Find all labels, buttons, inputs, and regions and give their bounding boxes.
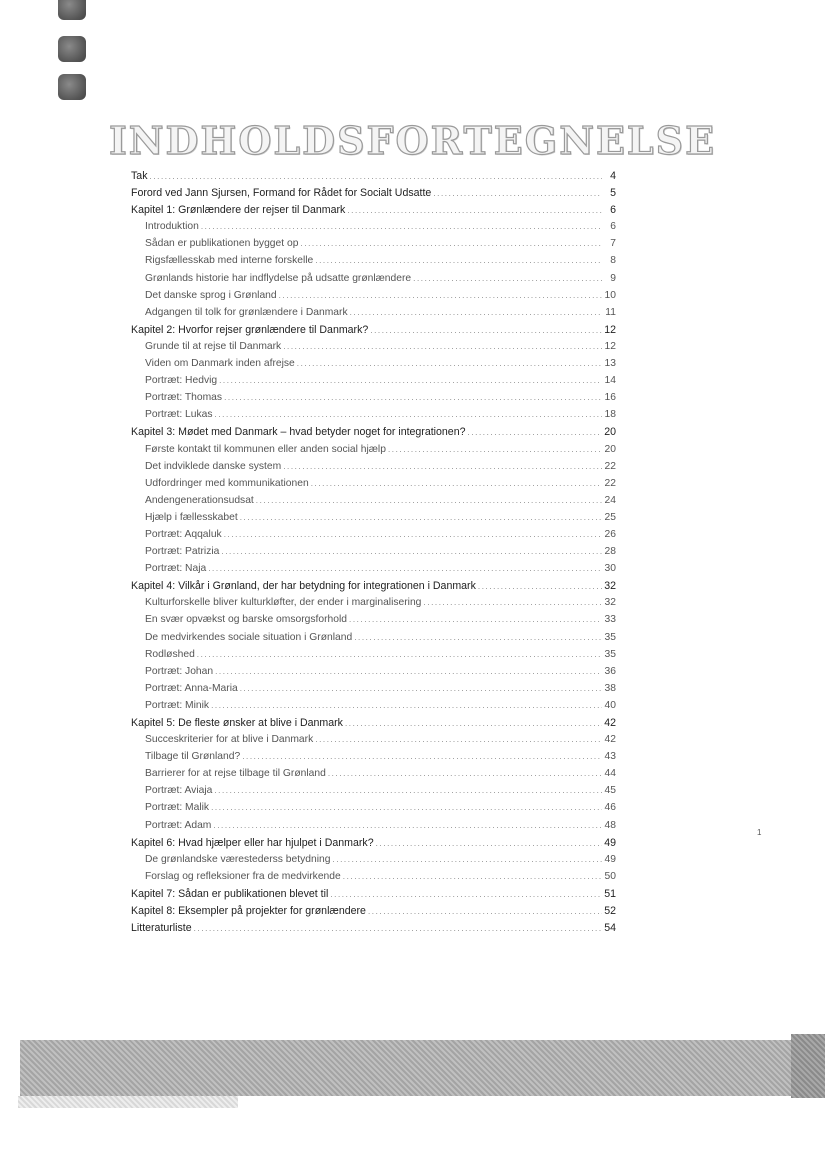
toc-page-number: 16 xyxy=(604,392,616,404)
footer-band-shadow xyxy=(18,1096,238,1108)
toc-section-entry xyxy=(131,529,616,546)
toc-leader-dots xyxy=(150,172,603,181)
toc-entry-title: En svær opvækst og barske omsorgsforhold xyxy=(145,614,348,626)
toc-leader-dots xyxy=(467,428,602,437)
toc-chapter-entry xyxy=(131,426,616,443)
toc-page-number: 10 xyxy=(604,289,616,301)
toc-leader-dots xyxy=(345,719,602,728)
toc-page-number: 36 xyxy=(604,665,616,677)
toc-page-number: 51 xyxy=(604,887,616,900)
toc-page-number: 38 xyxy=(604,682,616,694)
toc-entry-title: Portræt: Hedvig xyxy=(145,375,218,387)
toc-chapter-entry xyxy=(131,905,616,922)
toc-page-number: 45 xyxy=(604,785,616,797)
toc-leader-dots xyxy=(297,359,602,368)
toc-section-entry xyxy=(131,238,616,255)
toc-leader-dots xyxy=(300,239,602,248)
toc-page-number: 6 xyxy=(610,204,616,217)
toc-chapter-entry xyxy=(131,580,616,597)
toc-page-number: 26 xyxy=(604,528,616,540)
toc-entry-title: Portræt: Johan xyxy=(145,665,214,677)
toc-page-number: 6 xyxy=(610,221,616,233)
toc-entry-title: Tilbage til Grønland? xyxy=(145,751,241,763)
toc-page-number: 18 xyxy=(604,409,616,421)
toc-leader-dots xyxy=(215,667,602,676)
toc-entry-title: Portræt: Anna-Maria xyxy=(145,682,238,694)
toc-page-number: 12 xyxy=(604,323,616,336)
toc-leader-dots xyxy=(213,821,602,830)
toc-page-number: 35 xyxy=(604,648,616,660)
toc-entry-title: Det danske sprog i Grønland xyxy=(145,289,277,301)
toc-entry-title: Portræt: Naja xyxy=(145,563,207,575)
toc-leader-dots xyxy=(283,342,602,351)
toc-leader-dots xyxy=(240,684,602,693)
toc-leader-dots xyxy=(211,803,602,812)
toc-page-number: 52 xyxy=(604,905,616,918)
corner-square-decoration xyxy=(58,74,86,100)
toc-page-number: 48 xyxy=(604,819,616,831)
toc-page-number: 20 xyxy=(604,443,616,455)
toc-leader-dots xyxy=(208,564,602,573)
toc-leader-dots xyxy=(240,513,602,522)
toc-section-entry xyxy=(131,871,616,888)
toc-entry-title: Andengenerationsudsat xyxy=(145,494,254,506)
toc-chapter-entry xyxy=(131,717,616,734)
toc-chapter-entry xyxy=(131,170,616,187)
toc-page-number: 14 xyxy=(604,375,616,387)
toc-section-entry xyxy=(131,273,616,290)
corner-square-decoration xyxy=(58,36,86,62)
toc-entry-title: Kapitel 2: Hvorfor rejser grønlændere til Danmark? xyxy=(131,323,369,336)
toc-section-entry xyxy=(131,802,616,819)
toc-entry-title: Første kontakt til kommunen eller anden social hjælp xyxy=(145,443,386,455)
toc-entry-title: Sådan er publikationen bygget op xyxy=(145,238,299,250)
toc-entry-title: Det indviklede danske system xyxy=(145,460,282,472)
toc-entry-title: Grønlands historie har indflydelse på udsatte grønlændere xyxy=(145,272,412,284)
toc-leader-dots xyxy=(368,907,602,916)
toc-leader-dots xyxy=(388,445,602,454)
toc-leader-dots xyxy=(315,735,602,744)
toc-leader-dots xyxy=(349,615,602,624)
toc-leader-dots xyxy=(370,326,602,335)
toc-entry-title: Barrierer for at rejse tilbage til Grønland xyxy=(145,768,326,780)
page-title: INDHOLDSFORTEGNELSE xyxy=(108,118,717,163)
toc-leader-dots xyxy=(343,872,602,881)
toc-leader-dots xyxy=(350,308,602,317)
toc-section-entry xyxy=(131,785,616,802)
toc-page-number: 22 xyxy=(604,477,616,489)
toc-page-number: 32 xyxy=(604,597,616,609)
footer-band xyxy=(20,1040,795,1096)
toc-page-number: 8 xyxy=(610,255,616,267)
toc-section-entry xyxy=(131,649,616,666)
toc-entry-title: Forslag og refleksioner fra de medvirkende xyxy=(145,870,341,882)
toc-page-number: 43 xyxy=(604,751,616,763)
toc-page-number: 35 xyxy=(604,631,616,643)
toc-section-entry xyxy=(131,290,616,307)
toc-leader-dots xyxy=(315,256,602,265)
toc-leader-dots xyxy=(478,582,602,591)
toc-page-number: 42 xyxy=(604,717,616,729)
toc-chapter-entry xyxy=(131,837,616,854)
toc-entry-title: Tak xyxy=(131,170,148,182)
toc-leader-dots xyxy=(197,650,602,659)
toc-page-number: 42 xyxy=(604,734,616,746)
toc-entry-title: Portræt: Minik xyxy=(145,699,210,711)
toc-page-number: 32 xyxy=(604,580,616,593)
side-mark: 1 xyxy=(757,828,762,837)
toc-section-entry xyxy=(131,854,616,871)
toc-section-entry xyxy=(131,597,616,614)
corner-square-decoration xyxy=(58,0,86,20)
toc-chapter-entry xyxy=(131,922,616,939)
toc-entry-title: Portræt: Malik xyxy=(145,802,210,814)
toc-section-entry xyxy=(131,614,616,631)
toc-leader-dots xyxy=(194,924,602,933)
toc-leader-dots xyxy=(330,890,602,899)
toc-page-number: 7 xyxy=(610,238,616,250)
toc-entry-title: Portræt: Adam xyxy=(145,819,212,831)
toc-leader-dots xyxy=(311,479,602,488)
table-of-contents xyxy=(131,170,616,939)
toc-page-number: 13 xyxy=(604,358,616,370)
toc-chapter-entry xyxy=(131,187,616,204)
toc-entry-title: Kapitel 5: De fleste ønsker at blive i Danmark xyxy=(131,717,343,729)
toc-entry-title: Portræt: Lukas xyxy=(145,409,213,421)
toc-section-entry xyxy=(131,444,616,461)
toc-leader-dots xyxy=(224,393,602,402)
toc-entry-title: Hjælp i fællesskabet xyxy=(145,511,238,523)
toc-section-entry xyxy=(131,409,616,426)
toc-section-entry xyxy=(131,478,616,495)
toc-section-entry xyxy=(131,375,616,392)
toc-page-number: 40 xyxy=(604,699,616,711)
toc-leader-dots xyxy=(423,598,602,607)
toc-leader-dots xyxy=(283,462,602,471)
toc-page-number: 12 xyxy=(604,340,616,352)
footer-band-tab xyxy=(791,1034,825,1098)
toc-leader-dots xyxy=(214,786,602,795)
toc-page-number: 5 xyxy=(610,187,616,200)
toc-section-entry xyxy=(131,392,616,409)
toc-section-entry xyxy=(131,307,616,324)
toc-entry-title: Adgangen til tolk for grønlændere i Danmark xyxy=(145,306,348,318)
toc-entry-title: Introduktion xyxy=(145,221,199,233)
toc-page-number: 24 xyxy=(604,494,616,506)
toc-leader-dots xyxy=(221,547,602,556)
toc-page-number: 46 xyxy=(604,802,616,814)
toc-entry-title: Kapitel 4: Vilkår i Grønland, der har betydning for integrationen i Danmark xyxy=(131,580,476,593)
toc-section-entry xyxy=(131,751,616,768)
toc-leader-dots xyxy=(201,222,602,231)
toc-entry-title: Rigsfællesskab med interne forskelle xyxy=(145,255,314,267)
toc-section-entry xyxy=(131,512,616,529)
toc-section-entry xyxy=(131,820,616,837)
toc-leader-dots xyxy=(219,376,602,385)
toc-page-number: 44 xyxy=(604,768,616,780)
toc-chapter-entry xyxy=(131,324,616,341)
toc-section-entry xyxy=(131,734,616,751)
toc-leader-dots xyxy=(354,633,602,642)
toc-page-number: 33 xyxy=(604,614,616,626)
toc-section-entry xyxy=(131,563,616,580)
toc-section-entry xyxy=(131,683,616,700)
toc-leader-dots xyxy=(256,496,602,505)
toc-entry-title: Kapitel 1: Grønlændere der rejser til Danmark xyxy=(131,204,346,217)
toc-leader-dots xyxy=(376,839,602,848)
toc-entry-title: Kapitel 3: Mødet med Danmark – hvad betyder noget for integrationen? xyxy=(131,426,466,439)
toc-leader-dots xyxy=(279,291,602,300)
toc-section-entry xyxy=(131,358,616,375)
toc-section-entry xyxy=(131,768,616,785)
toc-entry-title: Kapitel 8: Eksempler på projekter for grønlændere xyxy=(131,905,366,918)
toc-entry-title: Portræt: Patrizia xyxy=(145,546,220,558)
toc-leader-dots xyxy=(242,752,602,761)
toc-page-number: 11 xyxy=(605,306,616,318)
toc-entry-title: De grønlandske værestederss betydning xyxy=(145,853,331,865)
toc-page-number: 4 xyxy=(610,170,616,182)
toc-entry-title: Litteraturliste xyxy=(131,922,192,935)
toc-page-number: 49 xyxy=(604,836,616,849)
toc-leader-dots xyxy=(211,701,602,710)
toc-entry-title: Grunde til at rejse til Danmark xyxy=(145,340,282,352)
toc-leader-dots xyxy=(413,274,602,283)
toc-page-number: 30 xyxy=(604,563,616,575)
toc-entry-title: Kulturforskelle bliver kulturkløfter, der ender i marginalisering xyxy=(145,597,422,609)
toc-entry-title: De medvirkendes sociale situation i Grønland xyxy=(145,631,353,643)
toc-entry-title: Viden om Danmark inden afrejse xyxy=(145,358,295,370)
toc-chapter-entry xyxy=(131,204,616,221)
toc-section-entry xyxy=(131,341,616,358)
toc-entry-title: Forord ved Jann Sjursen, Formand for Rådet for Socialt Udsatte xyxy=(131,187,432,200)
toc-section-entry xyxy=(131,546,616,563)
toc-page-number: 25 xyxy=(604,511,616,523)
toc-section-entry xyxy=(131,461,616,478)
toc-leader-dots xyxy=(347,206,602,215)
toc-page-number: 49 xyxy=(604,853,616,865)
toc-page-number: 50 xyxy=(604,870,616,882)
toc-entry-title: Kapitel 7: Sådan er publikationen blevet til xyxy=(131,887,329,900)
toc-section-entry xyxy=(131,255,616,272)
toc-leader-dots xyxy=(215,410,602,419)
toc-entry-title: Portræt: Aqqaluk xyxy=(145,528,222,540)
toc-entry-title: Succeskriterier for at blive i Danmark xyxy=(145,734,314,746)
toc-section-entry xyxy=(131,495,616,512)
toc-entry-title: Portræt: Thomas xyxy=(145,392,223,404)
toc-section-entry xyxy=(131,632,616,649)
toc-leader-dots xyxy=(328,769,602,778)
toc-leader-dots xyxy=(224,530,602,539)
toc-entry-title: Portræt: Aviaja xyxy=(145,785,213,797)
toc-entry-title: Udfordringer med kommunikationen xyxy=(145,477,309,489)
toc-leader-dots xyxy=(332,855,602,864)
toc-page-number: 22 xyxy=(604,460,616,472)
toc-page-number: 54 xyxy=(604,922,616,935)
toc-entry-title: Rodløshed xyxy=(145,648,195,660)
toc-section-entry xyxy=(131,221,616,238)
toc-chapter-entry xyxy=(131,888,616,905)
toc-entry-title: Kapitel 6: Hvad hjælper eller har hjulpet i Danmark? xyxy=(131,836,374,849)
toc-section-entry xyxy=(131,666,616,683)
toc-page-number: 28 xyxy=(604,546,616,558)
toc-leader-dots xyxy=(433,189,602,198)
toc-page-number: 9 xyxy=(610,272,616,284)
toc-section-entry xyxy=(131,700,616,717)
toc-page-number: 20 xyxy=(604,426,616,439)
